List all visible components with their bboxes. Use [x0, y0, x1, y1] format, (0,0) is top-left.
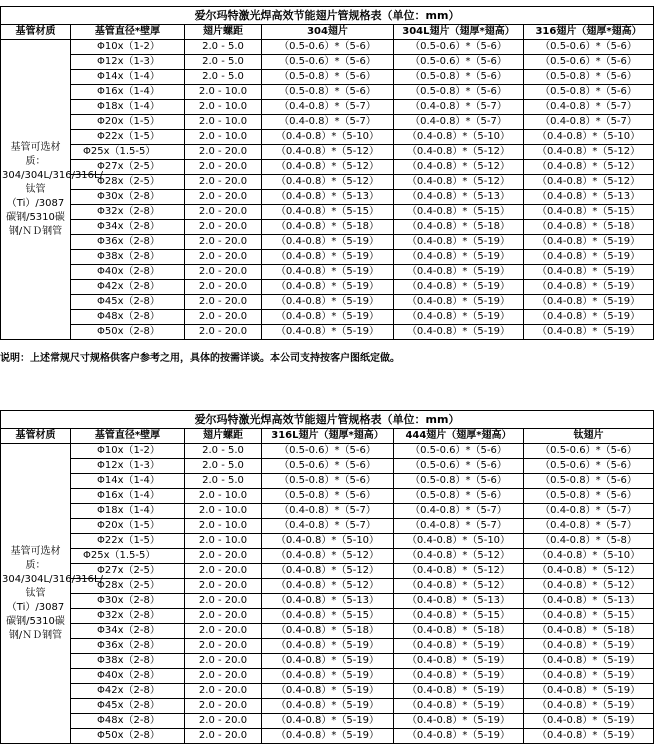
fin-spec-cell: （0.4-0.8）*（5-19） [262, 310, 394, 325]
diameter-cell: Φ36x（2-8） [71, 639, 185, 654]
pitch-cell: 2.0 - 20.0 [185, 190, 262, 205]
fin-spec-cell: （0.4-0.8）*（5-10） [394, 534, 524, 549]
diameter-cell: Φ36x（2-8） [71, 235, 185, 250]
diameter-cell: Φ20x（1-5） [71, 115, 185, 130]
fin-spec-cell: （0.4-0.8）*（5-7） [524, 115, 654, 130]
diameter-cell: Φ40x（2-8） [71, 265, 185, 280]
pitch-cell: 2.0 - 20.0 [185, 310, 262, 325]
table-row [1, 55, 654, 70]
fin-spec-cell: （0.4-0.8）*（5-15） [524, 609, 654, 624]
fin-spec-cell: （0.4-0.8）*（5-19） [524, 639, 654, 654]
table-row [1, 534, 654, 549]
table-row [1, 564, 654, 579]
diameter-cell: Φ45x（2-8） [71, 295, 185, 310]
fin-spec-cell: （0.5-0.6）*（5-6） [262, 444, 394, 459]
table-row [1, 684, 654, 699]
table-row [1, 235, 654, 250]
pitch-cell: 2.0 - 20.0 [185, 684, 262, 699]
pitch-cell: 2.0 - 20.0 [185, 250, 262, 265]
table-row [1, 489, 654, 504]
fin-spec-cell: （0.4-0.8）*（5-15） [524, 205, 654, 220]
pitch-cell: 2.0 - 20.0 [185, 235, 262, 250]
table-row [1, 250, 654, 265]
diameter-cell: Φ38x（2-8） [71, 654, 185, 669]
table-row [1, 145, 654, 160]
fin-spec-cell: （0.4-0.8）*（5-7） [262, 519, 394, 534]
pitch-cell: 2.0 - 5.0 [185, 40, 262, 55]
diameter-cell: Φ25x（1.5-5） [71, 549, 185, 564]
table-title: 爱尔玛特激光焊高效节能翅片管规格表（单位：mm） [1, 411, 654, 429]
fin-spec-cell: （0.4-0.8）*（5-19） [262, 669, 394, 684]
pitch-cell: 2.0 - 20.0 [185, 624, 262, 639]
table-row [1, 609, 654, 624]
pitch-cell: 2.0 - 20.0 [185, 205, 262, 220]
pitch-cell: 2.0 - 5.0 [185, 55, 262, 70]
diameter-cell: Φ40x（2-8） [71, 669, 185, 684]
fin-spec-cell: （0.4-0.8）*（5-19） [524, 684, 654, 699]
table-row [1, 594, 654, 609]
pitch-cell: 2.0 - 10.0 [185, 504, 262, 519]
pitch-cell: 2.0 - 20.0 [185, 549, 262, 564]
diameter-cell: Φ22x（1-5） [71, 130, 185, 145]
fin-spec-cell: （0.4-0.8）*（5-7） [262, 504, 394, 519]
diameter-cell: Φ30x（2-8） [71, 190, 185, 205]
fin-spec-cell: （0.4-0.8）*（5-19） [524, 325, 654, 340]
table-row [1, 85, 654, 100]
column-header: 304L翅片（翅厚*翅高） [394, 25, 524, 40]
fin-spec-cell: （0.5-0.6）*（5-6） [524, 444, 654, 459]
fin-spec-cell: （0.4-0.8）*（5-12） [394, 145, 524, 160]
pitch-cell: 2.0 - 20.0 [185, 579, 262, 594]
fin-spec-cell: （0.4-0.8）*（5-10） [524, 130, 654, 145]
fin-spec-cell: （0.5-0.6）*（5-6） [394, 459, 524, 474]
pitch-cell: 2.0 - 20.0 [185, 175, 262, 190]
table-row [1, 40, 654, 55]
fin-spec-cell: （0.4-0.8）*（5-12） [394, 579, 524, 594]
table-row [1, 130, 654, 145]
fin-spec-cell: （0.4-0.8）*（5-19） [262, 295, 394, 310]
fin-spec-cell: （0.4-0.8）*（5-19） [262, 265, 394, 280]
pitch-cell: 2.0 - 20.0 [185, 669, 262, 684]
pitch-cell: 2.0 - 20.0 [185, 729, 262, 744]
fin-spec-cell: （0.5-0.8）*（5-6） [524, 489, 654, 504]
table-row [1, 639, 654, 654]
fin-spec-cell: （0.4-0.8）*（5-19） [394, 699, 524, 714]
diameter-cell: Φ16x（1-4） [71, 85, 185, 100]
fin-spec-cell: （0.4-0.8）*（5-15） [394, 609, 524, 624]
diameter-cell: Φ14x（1-4） [71, 474, 185, 489]
fin-spec-cell: （0.4-0.8）*（5-12） [524, 145, 654, 160]
diameter-cell: Φ25x（1.5-5） [71, 145, 185, 160]
fin-spec-cell: （0.4-0.8）*（5-19） [394, 250, 524, 265]
diameter-cell: Φ30x（2-8） [71, 594, 185, 609]
fin-spec-cell: （0.4-0.8）*（5-19） [524, 654, 654, 669]
fin-spec-cell: （0.4-0.8）*（5-15） [262, 609, 394, 624]
fin-spec-cell: （0.4-0.8）*（5-13） [262, 190, 394, 205]
fin-spec-cell: （0.4-0.8）*（5-19） [524, 310, 654, 325]
diameter-cell: Φ20x（1-5） [71, 519, 185, 534]
fin-spec-cell: （0.4-0.8）*（5-7） [394, 519, 524, 534]
fin-spec-cell: （0.4-0.8）*（5-19） [262, 684, 394, 699]
fin-spec-cell: （0.5-0.6）*（5-6） [394, 444, 524, 459]
fin-spec-cell: （0.4-0.8）*（5-12） [524, 564, 654, 579]
fin-spec-cell: （0.4-0.8）*（5-19） [262, 654, 394, 669]
table-row [1, 190, 654, 205]
pitch-cell: 2.0 - 5.0 [185, 444, 262, 459]
fin-spec-cell: （0.4-0.8）*（5-12） [524, 160, 654, 175]
fin-spec-cell: （0.4-0.8）*（5-8） [524, 534, 654, 549]
pitch-cell: 2.0 - 10.0 [185, 534, 262, 549]
fin-spec-cell: （0.4-0.8）*（5-12） [394, 160, 524, 175]
fin-spec-cell: （0.5-0.6）*（5-6） [262, 459, 394, 474]
fin-spec-cell: （0.5-0.8）*（5-6） [394, 489, 524, 504]
diameter-cell: Φ34x（2-8） [71, 624, 185, 639]
fin-spec-cell: （0.5-0.8）*（5-6） [394, 85, 524, 100]
column-header: 304翅片 [262, 25, 394, 40]
diameter-cell: Φ14x（1-4） [71, 70, 185, 85]
table-row [1, 669, 654, 684]
table-row [1, 325, 654, 340]
fin-spec-cell: （0.4-0.8）*（5-19） [524, 295, 654, 310]
fin-spec-cell: （0.4-0.8）*（5-10） [394, 130, 524, 145]
pitch-cell: 2.0 - 10.0 [185, 489, 262, 504]
fin-spec-cell: （0.4-0.8）*（5-19） [524, 280, 654, 295]
fin-spec-cell: （0.4-0.8）*（5-13） [394, 190, 524, 205]
fin-spec-cell: （0.4-0.8）*（5-12） [262, 564, 394, 579]
column-header: 444翅片（翅厚*翅高） [394, 429, 524, 444]
diameter-cell: Φ42x（2-8） [71, 684, 185, 699]
table-row [1, 160, 654, 175]
fin-spec-cell: （0.4-0.8）*（5-19） [262, 235, 394, 250]
fin-spec-cell: （0.4-0.8）*（5-19） [524, 235, 654, 250]
fin-spec-cell: （0.5-0.8）*（5-6） [262, 474, 394, 489]
pitch-cell: 2.0 - 20.0 [185, 295, 262, 310]
diameter-cell: Φ12x（1-3） [71, 55, 185, 70]
diameter-cell: Φ27x（2-5） [71, 160, 185, 175]
fin-spec-cell: （0.4-0.8）*（5-19） [524, 265, 654, 280]
pitch-cell: 2.0 - 20.0 [185, 639, 262, 654]
table-row [1, 459, 654, 474]
pitch-cell: 2.0 - 10.0 [185, 100, 262, 115]
column-header: 钛翅片 [524, 429, 654, 444]
diameter-cell: Φ28x（2-5） [71, 175, 185, 190]
fin-spec-cell: （0.4-0.8）*（5-19） [394, 684, 524, 699]
fin-spec-cell: （0.5-0.8）*（5-6） [262, 85, 394, 100]
fin-spec-cell: （0.4-0.8）*（5-18） [262, 624, 394, 639]
pitch-cell: 2.0 - 20.0 [185, 714, 262, 729]
table-row [1, 699, 654, 714]
fin-spec-cell: （0.4-0.8）*（5-19） [524, 669, 654, 684]
fin-spec-cell: （0.5-0.6）*（5-6） [524, 459, 654, 474]
table-row [1, 444, 654, 459]
diameter-cell: Φ32x（2-8） [71, 205, 185, 220]
table-header-row [1, 429, 654, 444]
base-material-cell: 基管可选材质：304/304L/316/316L/钛管（Ti）/3087碳钢/5310碳钢/ＮＤ钢管 [1, 40, 71, 340]
fin-spec-cell: （0.4-0.8）*（5-19） [394, 325, 524, 340]
pitch-cell: 2.0 - 10.0 [185, 115, 262, 130]
diameter-cell: Φ50x（2-8） [71, 729, 185, 744]
fin-spec-cell: （0.4-0.8）*（5-12） [262, 549, 394, 564]
pitch-cell: 2.0 - 10.0 [185, 130, 262, 145]
diameter-cell: Φ22x（1-5） [71, 534, 185, 549]
table-row [1, 504, 654, 519]
spec-table-1 [0, 6, 654, 340]
fin-spec-cell: （0.4-0.8）*（5-19） [524, 714, 654, 729]
fin-spec-cell: （0.4-0.8）*（5-18） [524, 624, 654, 639]
fin-spec-cell: （0.4-0.8）*（5-13） [524, 190, 654, 205]
table-row [1, 624, 654, 639]
pitch-cell: 2.0 - 20.0 [185, 594, 262, 609]
diameter-cell: Φ42x（2-8） [71, 280, 185, 295]
fin-spec-cell: （0.4-0.8）*（5-12） [262, 160, 394, 175]
diameter-cell: Φ10x（1-2） [71, 40, 185, 55]
fin-spec-cell: （0.5-0.8）*（5-6） [524, 85, 654, 100]
pitch-cell: 2.0 - 20.0 [185, 609, 262, 624]
table-header-row [1, 25, 654, 40]
fin-spec-cell: （0.4-0.8）*（5-7） [524, 519, 654, 534]
table-row [1, 70, 654, 85]
fin-spec-cell: （0.4-0.8）*（5-19） [262, 714, 394, 729]
fin-spec-cell: （0.4-0.8）*（5-10） [262, 534, 394, 549]
fin-spec-cell: （0.4-0.8）*（5-7） [524, 100, 654, 115]
fin-spec-cell: （0.5-0.8）*（5-6） [394, 474, 524, 489]
column-header: 基管材质 [1, 429, 71, 444]
fin-spec-cell: （0.5-0.8）*（5-6） [394, 70, 524, 85]
fin-spec-cell: （0.4-0.8）*（5-18） [524, 220, 654, 235]
table-row [1, 654, 654, 669]
fin-spec-cell: （0.4-0.8）*（5-19） [262, 639, 394, 654]
column-header: 基管直径*壁厚 [71, 429, 185, 444]
fin-spec-cell: （0.4-0.8）*（5-18） [394, 624, 524, 639]
fin-spec-cell: （0.4-0.8）*（5-19） [262, 699, 394, 714]
fin-spec-cell: （0.4-0.8）*（5-19） [524, 729, 654, 744]
fin-spec-cell: （0.4-0.8）*（5-19） [394, 639, 524, 654]
fin-spec-cell: （0.4-0.8）*（5-10） [524, 549, 654, 564]
fin-spec-cell: （0.4-0.8）*（5-19） [394, 295, 524, 310]
pitch-cell: 2.0 - 20.0 [185, 699, 262, 714]
fin-spec-cell: （0.4-0.8）*（5-7） [524, 504, 654, 519]
fin-spec-cell: （0.4-0.8）*（5-12） [394, 564, 524, 579]
fin-spec-cell: （0.4-0.8）*（5-12） [262, 579, 394, 594]
diameter-cell: Φ48x（2-8） [71, 714, 185, 729]
fin-spec-cell: （0.4-0.8）*（5-19） [394, 669, 524, 684]
table-row [1, 474, 654, 489]
fin-spec-cell: （0.5-0.8）*（5-6） [262, 70, 394, 85]
fin-spec-cell: （0.5-0.8）*（5-6） [262, 489, 394, 504]
fin-spec-cell: （0.4-0.8）*（5-15） [394, 205, 524, 220]
table-row [1, 310, 654, 325]
fin-spec-cell: （0.5-0.6）*（5-6） [524, 40, 654, 55]
fin-spec-cell: （0.4-0.8）*（5-7） [394, 115, 524, 130]
table-row [1, 100, 654, 115]
fin-spec-cell: （0.4-0.8）*（5-10） [262, 130, 394, 145]
table-row [1, 265, 654, 280]
base-material-cell: 基管可选材质：304/304L/316/316L/钛管（Ti）/3087碳钢/5310碳钢/ＮＤ钢管 [1, 444, 71, 744]
diameter-cell: Φ12x（1-3） [71, 459, 185, 474]
table-row [1, 579, 654, 594]
fin-spec-cell: （0.4-0.8）*（5-19） [394, 714, 524, 729]
diameter-cell: Φ18x（1-4） [71, 504, 185, 519]
fin-spec-cell: （0.5-0.6）*（5-6） [262, 55, 394, 70]
fin-spec-cell: （0.4-0.8）*（5-12） [524, 175, 654, 190]
table-row [1, 205, 654, 220]
table-row [1, 714, 654, 729]
pitch-cell: 2.0 - 5.0 [185, 459, 262, 474]
diameter-cell: Φ32x（2-8） [71, 609, 185, 624]
table-title: 爱尔玛特激光焊高效节能翅片管规格表（单位：mm） [1, 7, 654, 25]
fin-spec-cell: （0.4-0.8）*（5-7） [394, 504, 524, 519]
pitch-cell: 2.0 - 20.0 [185, 325, 262, 340]
fin-spec-cell: （0.4-0.8）*（5-19） [394, 310, 524, 325]
pitch-cell: 2.0 - 10.0 [185, 519, 262, 534]
diameter-cell: Φ45x（2-8） [71, 699, 185, 714]
spec-table-2 [0, 410, 654, 744]
fin-spec-cell: （0.5-0.6）*（5-6） [262, 40, 394, 55]
table-row [1, 519, 654, 534]
fin-spec-cell: （0.4-0.8）*（5-13） [394, 594, 524, 609]
pitch-cell: 2.0 - 5.0 [185, 70, 262, 85]
note-text: 说明：上述常规尺寸规格供客户参考之用，具体的按需详谈。本公司支持按客户图纸定做。 [0, 353, 400, 364]
diameter-cell: Φ27x（2-5） [71, 564, 185, 579]
diameter-cell: Φ34x（2-8） [71, 220, 185, 235]
fin-spec-cell: （0.4-0.8）*（5-19） [524, 699, 654, 714]
pitch-cell: 2.0 - 20.0 [185, 145, 262, 160]
fin-spec-cell: （0.5-0.6）*（5-6） [394, 55, 524, 70]
column-header: 翅片螺距 [185, 429, 262, 444]
fin-spec-cell: （0.4-0.8）*（5-7） [262, 115, 394, 130]
fin-spec-cell: （0.4-0.8）*（5-19） [524, 250, 654, 265]
table-row [1, 115, 654, 130]
table-row [1, 549, 654, 564]
table-row [1, 280, 654, 295]
column-header: 翅片螺距 [185, 25, 262, 40]
pitch-cell: 2.0 - 20.0 [185, 220, 262, 235]
fin-spec-cell: （0.5-0.6）*（5-6） [394, 40, 524, 55]
pitch-cell: 2.0 - 20.0 [185, 265, 262, 280]
table-row [1, 175, 654, 190]
fin-spec-cell: （0.4-0.8）*（5-19） [394, 654, 524, 669]
fin-spec-cell: （0.4-0.8）*（5-12） [394, 175, 524, 190]
pitch-cell: 2.0 - 20.0 [185, 654, 262, 669]
fin-spec-cell: （0.5-0.8）*（5-6） [524, 70, 654, 85]
pitch-cell: 2.0 - 5.0 [185, 474, 262, 489]
diameter-cell: Φ16x（1-4） [71, 489, 185, 504]
column-header: 基管材质 [1, 25, 71, 40]
fin-spec-cell: （0.4-0.8）*（5-12） [262, 145, 394, 160]
fin-spec-cell: （0.4-0.8）*（5-19） [394, 729, 524, 744]
fin-spec-cell: （0.4-0.8）*（5-18） [262, 220, 394, 235]
column-header: 基管直径*壁厚 [71, 25, 185, 40]
pitch-cell: 2.0 - 20.0 [185, 280, 262, 295]
diameter-cell: Φ50x（2-8） [71, 325, 185, 340]
diameter-cell: Φ10x（1-2） [71, 444, 185, 459]
pitch-cell: 2.0 - 10.0 [185, 85, 262, 100]
column-header: 316L翅片（翅厚*翅高） [262, 429, 394, 444]
fin-spec-cell: （0.4-0.8）*（5-19） [262, 250, 394, 265]
fin-spec-cell: （0.4-0.8）*（5-13） [524, 594, 654, 609]
table-row [1, 220, 654, 235]
fin-spec-cell: （0.4-0.8）*（5-19） [394, 280, 524, 295]
fin-spec-cell: （0.5-0.6）*（5-6） [524, 55, 654, 70]
table-title-row [1, 7, 654, 25]
table-row [1, 295, 654, 310]
fin-spec-cell: （0.4-0.8）*（5-12） [394, 549, 524, 564]
fin-spec-cell: （0.4-0.8）*（5-19） [262, 280, 394, 295]
fin-spec-cell: （0.4-0.8）*（5-7） [394, 100, 524, 115]
table-row [1, 729, 654, 744]
pitch-cell: 2.0 - 20.0 [185, 160, 262, 175]
fin-spec-cell: （0.4-0.8）*（5-7） [262, 100, 394, 115]
diameter-cell: Φ48x（2-8） [71, 310, 185, 325]
diameter-cell: Φ18x（1-4） [71, 100, 185, 115]
fin-spec-cell: （0.4-0.8）*（5-18） [394, 220, 524, 235]
fin-spec-cell: （0.5-0.8）*（5-6） [524, 474, 654, 489]
fin-spec-cell: （0.4-0.8）*（5-19） [262, 729, 394, 744]
fin-spec-cell: （0.4-0.8）*（5-12） [262, 175, 394, 190]
diameter-cell: Φ28x（2-5） [71, 579, 185, 594]
table-title-row [1, 411, 654, 429]
pitch-cell: 2.0 - 20.0 [185, 564, 262, 579]
fin-spec-cell: （0.4-0.8）*（5-19） [394, 265, 524, 280]
fin-spec-cell: （0.4-0.8）*（5-15） [262, 205, 394, 220]
column-header: 316翅片（翅厚*翅高） [524, 25, 654, 40]
fin-spec-cell: （0.4-0.8）*（5-19） [262, 325, 394, 340]
fin-spec-cell: （0.4-0.8）*（5-19） [394, 235, 524, 250]
fin-spec-cell: （0.4-0.8）*（5-13） [262, 594, 394, 609]
fin-spec-cell: （0.4-0.8）*（5-12） [524, 579, 654, 594]
diameter-cell: Φ38x（2-8） [71, 250, 185, 265]
